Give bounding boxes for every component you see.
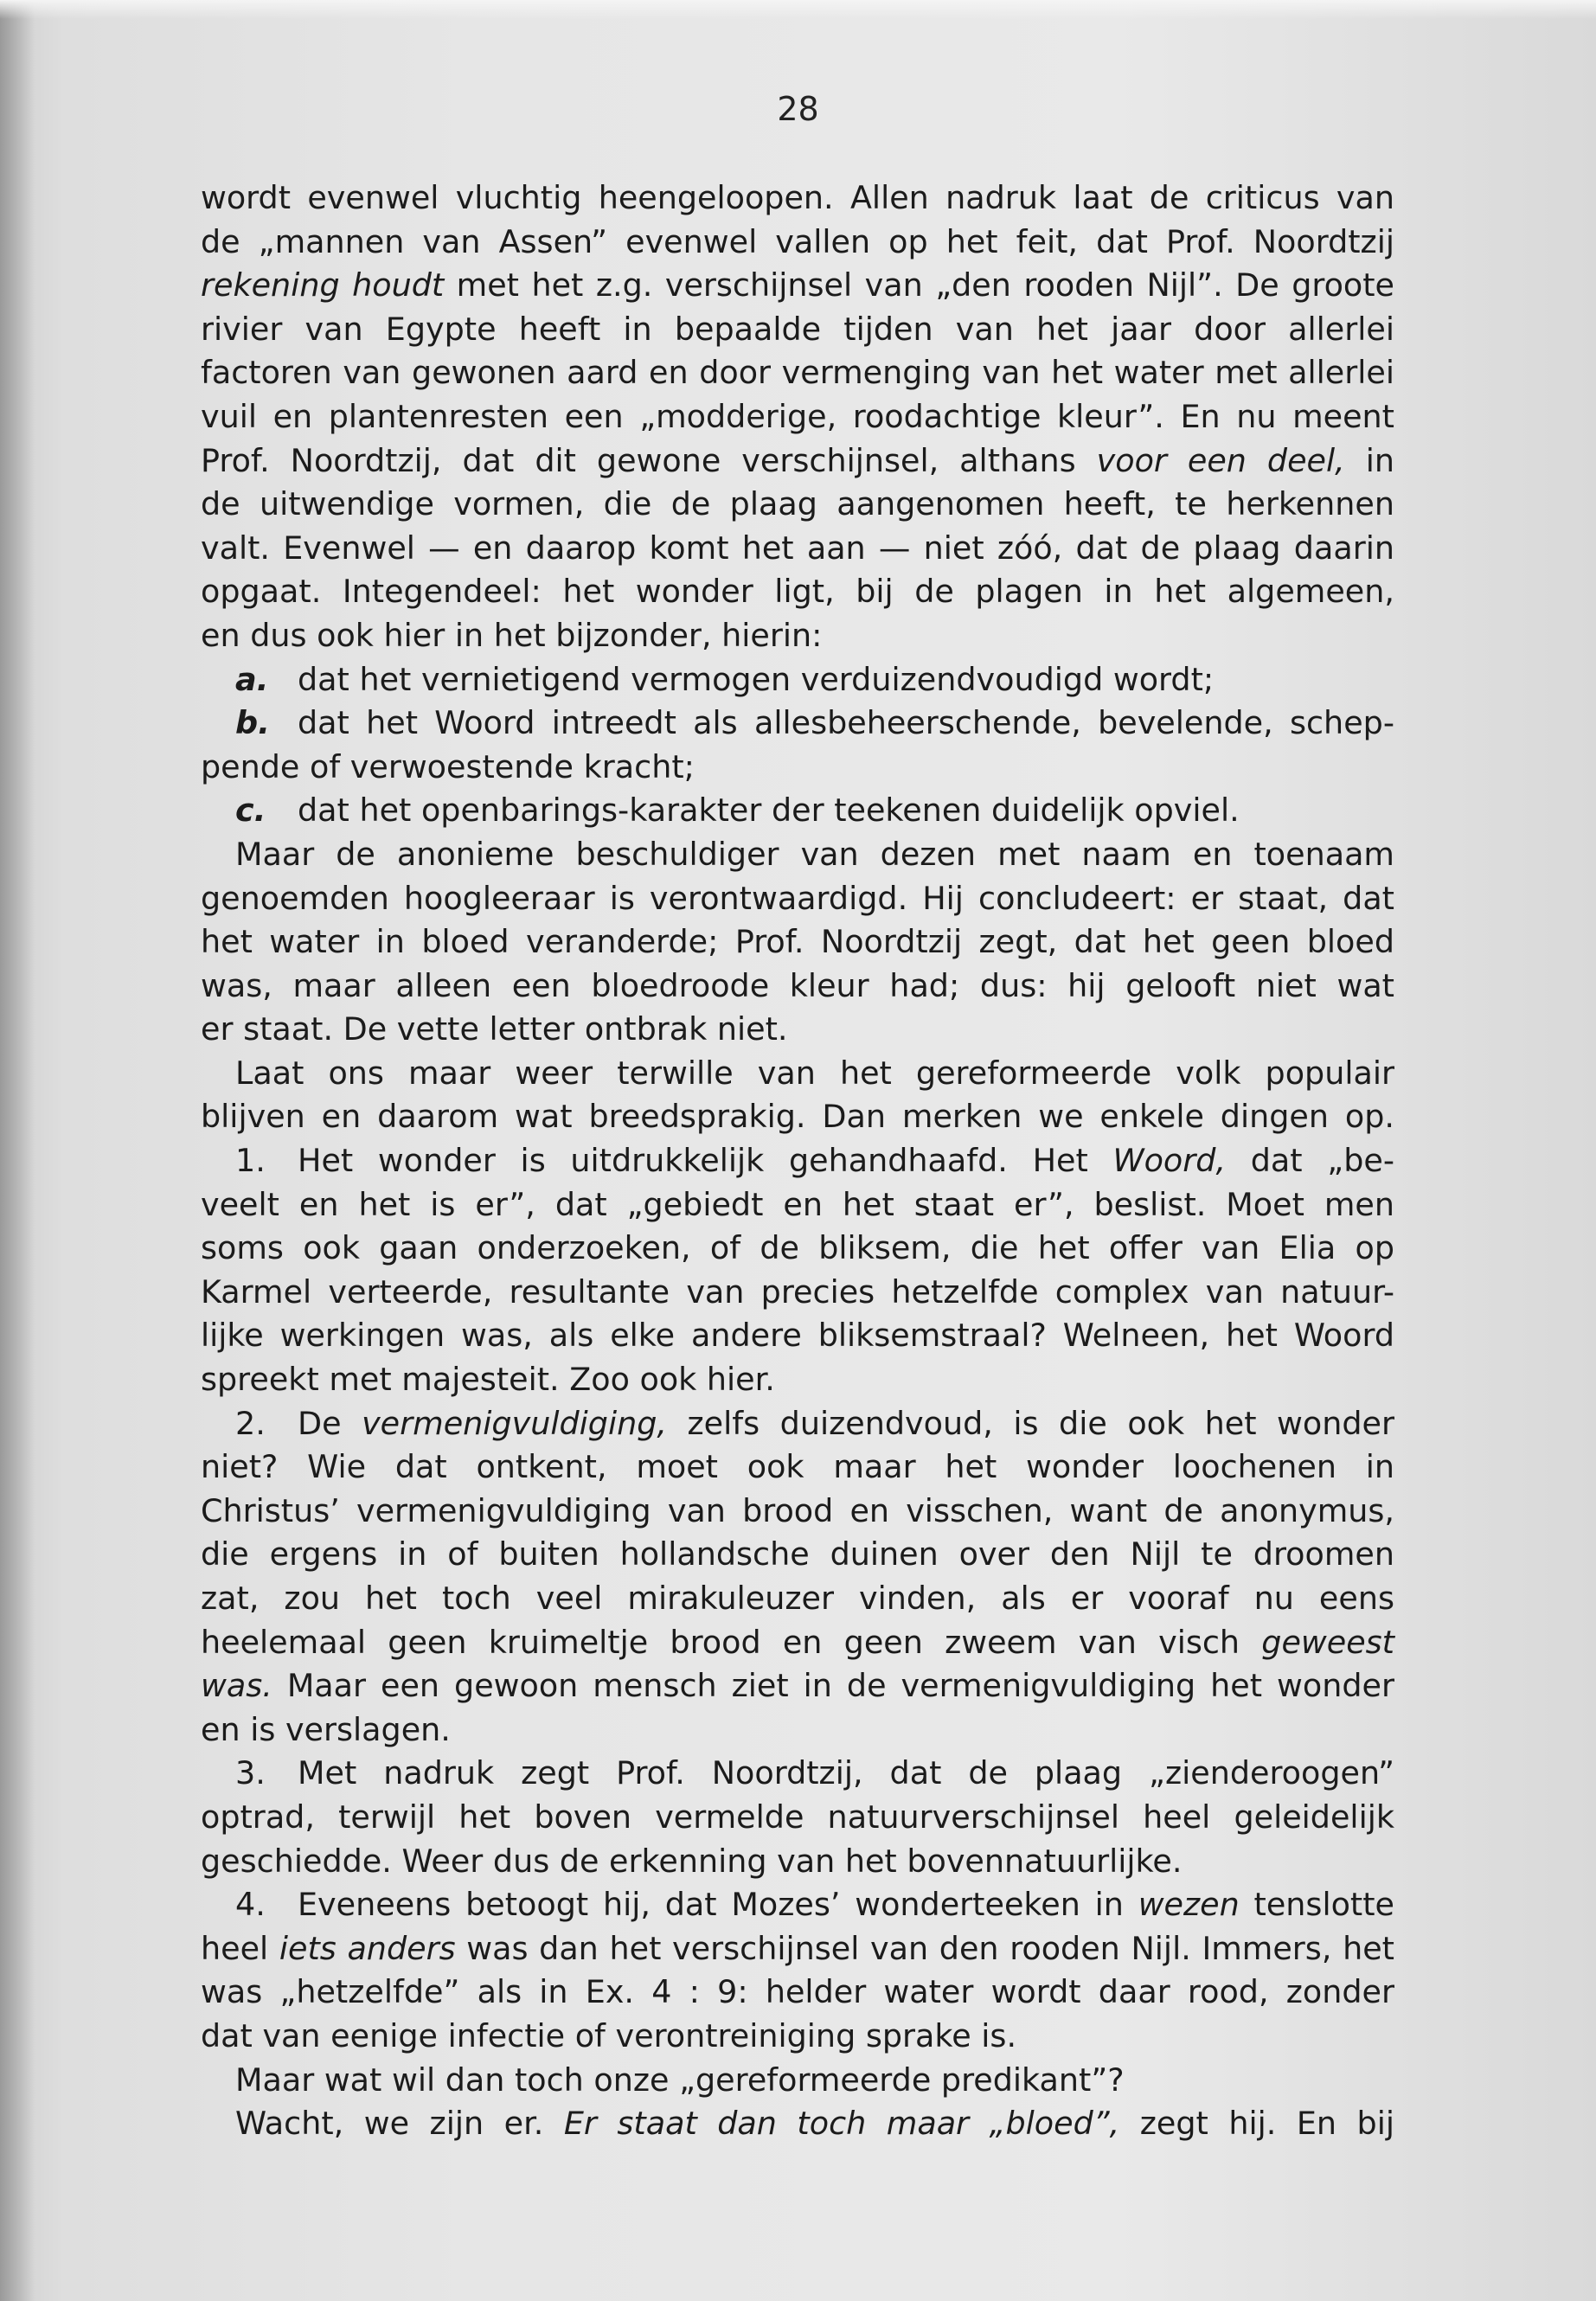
text-segment: blijven en daarom wat breedsprakig. Dan merken we enkele dingen op. xyxy=(201,1098,1394,1136)
text-segment: wordt evenwel vluchtig heengeloopen. Allen nadruk laat de criticus van xyxy=(201,179,1394,216)
text-line xyxy=(201,1490,1394,1534)
text-segment: de uitwendige vormen, die de plaag aangenomen heeft, te herkennen xyxy=(201,485,1394,523)
text-line xyxy=(201,2102,1394,2146)
italic-text: Er staat dan toch maar „bloed”, xyxy=(563,2105,1120,2143)
text-segment: soms ook gaan onderzoeken, of de bliksem, die het offer van Elia op xyxy=(201,1229,1394,1267)
text-segment: dat het Woord intreedt als allesbeheerschende, bevelende, schep- xyxy=(298,704,1394,742)
text-line xyxy=(201,1271,1394,1315)
text-segment: Prof. Noordtzij, dat dit gewone verschijnsel, althans xyxy=(201,441,1097,479)
text-segment: factoren van gewonen aard en door vermenging van het water met allerlei xyxy=(201,354,1394,392)
text-line xyxy=(201,1227,1394,1271)
text-segment: Maar wat wil dan toch onze „gereformeerde predikant”? xyxy=(235,2061,1125,2099)
text-segment: Maar een gewoon mensch ziet in de vermenigvuldiging het wonder xyxy=(272,1667,1394,1705)
text-segment: in xyxy=(1344,441,1394,479)
text-segment: niet? Wie dat ontkent, moet ook maar het wonder loochenen in xyxy=(201,1448,1394,1486)
text-segment: lijke werkingen was, als elke andere bliksemstraal? Welneen, het Woord xyxy=(201,1317,1394,1355)
text-line xyxy=(201,1883,1394,1927)
text-segment: Laat ons maar weer terwille van het gereformeerde volk populair xyxy=(235,1054,1394,1092)
text-line xyxy=(201,746,1394,790)
text-segment: tenslotte xyxy=(1239,1886,1395,1924)
text-segment: Eveneens betoogt hij, dat Mozes’ wonderteeken in xyxy=(298,1886,1138,1924)
text-line xyxy=(201,2059,1394,2103)
text-segment: veelt en het is er”, dat „gebiedt en het staat er”, beslist. Moet men xyxy=(201,1185,1394,1223)
list-label: a. xyxy=(235,660,269,698)
text-line xyxy=(201,1796,1394,1840)
text-line xyxy=(201,1183,1394,1227)
text-segment: was, maar alleen een bloedroode kleur had; dus: hij gelooft niet wat xyxy=(201,966,1394,1004)
text-segment: opgaat. Integendeel: het wonder ligt, bij de plagen in het algemeen, xyxy=(201,573,1394,611)
text-line xyxy=(201,1008,1394,1052)
text-line xyxy=(201,1358,1394,1402)
text-line xyxy=(201,2015,1394,2059)
text-line xyxy=(201,1095,1394,1139)
text-segment: en dus ook hier in het bijzonder, hierin: xyxy=(201,616,823,654)
text-line xyxy=(201,308,1394,352)
italic-text: Woord, xyxy=(1112,1142,1227,1180)
text-line xyxy=(201,658,1394,702)
text-segment: heel xyxy=(201,1929,279,1967)
italic-text: geweest xyxy=(1261,1623,1394,1661)
text-line xyxy=(201,1139,1394,1183)
text-line xyxy=(201,965,1394,1009)
text-line xyxy=(201,614,1394,658)
text-segment: het water in bloed veranderde; Prof. Noordtzij zegt, dat het geen bloed xyxy=(201,923,1394,961)
text-line xyxy=(201,264,1394,308)
text-line xyxy=(201,1402,1394,1446)
text-segment: met het z.g. verschijnsel van „den rooden Nijl”. De groote xyxy=(444,266,1394,304)
text-line xyxy=(201,1052,1394,1096)
text-segment: zelfs duizendvoud, is die ook het wonder xyxy=(667,1404,1394,1442)
italic-text: vermenigvuldiging, xyxy=(362,1404,667,1442)
list-number: 1. xyxy=(235,1142,266,1180)
list-label: b. xyxy=(235,704,270,742)
italic-text: wezen xyxy=(1138,1886,1240,1924)
text-segment: dat het vernietigend vermogen verduizendvoudigd wordt; xyxy=(298,660,1215,698)
text-line xyxy=(201,527,1394,571)
page-binding-shadow xyxy=(0,0,35,2301)
text-segment: de „mannen van Assen” evenwel vallen op het feit, dat Prof. Noordtzij xyxy=(201,222,1394,260)
text-segment: heelemaal geen kruimeltje brood en geen zweem van visch xyxy=(201,1623,1262,1661)
text-segment: was dan het verschijnsel van den rooden Nijl. Immers, het xyxy=(455,1929,1394,1967)
text-line xyxy=(201,833,1394,877)
text-line xyxy=(201,483,1394,527)
page-top-edge xyxy=(0,0,1596,19)
text-line xyxy=(201,877,1394,921)
text-line xyxy=(201,439,1394,484)
text-line xyxy=(201,1664,1394,1708)
text-segment: spreekt met majesteit. Zoo ook hier. xyxy=(201,1361,775,1399)
page-number: 28 xyxy=(777,90,819,128)
text-segment: rivier van Egypte heeft in bepaalde tijden van het jaar door allerlei xyxy=(201,310,1394,348)
text-segment: genoemden hoogleeraar is verontwaardigd. Hij concludeert: er staat, dat xyxy=(201,879,1394,917)
text-segment: pende of verwoestende kracht; xyxy=(201,747,695,785)
body-text xyxy=(201,176,1394,2146)
text-segment: dat „be- xyxy=(1226,1142,1394,1180)
text-segment: Het wonder is uitdrukkelijk gehandhaafd. Het xyxy=(298,1142,1113,1180)
text-line xyxy=(201,1621,1394,1665)
text-line xyxy=(201,1927,1394,1971)
text-line xyxy=(201,1577,1394,1621)
italic-text: was. xyxy=(201,1667,272,1705)
text-segment: Wacht, we zijn er. xyxy=(235,2105,564,2143)
list-number: 4. xyxy=(235,1886,266,1924)
text-segment: er staat. De vette letter ontbrak niet. xyxy=(201,1010,788,1048)
text-segment: geschiedde. Weer dus de erkenning van het bovennatuurlijke. xyxy=(201,1842,1183,1880)
text-segment: Karmel verteerde, resultante van precies hetzelfde complex van natuur- xyxy=(201,1272,1394,1311)
text-line xyxy=(201,1533,1394,1577)
text-segment: valt. Evenwel — en daarop komt het aan — niet zóó, dat de plaag daarin xyxy=(201,529,1394,567)
text-segment: vuil en plantenresten een „modderige, roodachtige kleur”. En nu meent xyxy=(201,397,1394,435)
italic-text: iets anders xyxy=(279,1929,456,1967)
text-segment: De xyxy=(298,1404,362,1442)
text-line xyxy=(201,1314,1394,1358)
text-segment: dat van eenige infectie of verontreiniging sprake is. xyxy=(201,2016,1017,2054)
text-segment: Christus’ vermenigvuldiging van brood en visschen, want de anonymus, xyxy=(201,1491,1394,1529)
text-line xyxy=(201,1971,1394,2015)
text-segment: die ergens in of buiten hollandsche duinen over den Nijl te droomen xyxy=(201,1535,1394,1574)
text-segment: optrad, terwijl het boven vermelde natuurverschijnsel heel geleidelijk xyxy=(201,1798,1394,1836)
text-segment: en is verslagen. xyxy=(201,1710,451,1748)
text-segment: zat, zou het toch veel mirakuleuzer vinden, als er vooraf nu eens xyxy=(201,1580,1394,1617)
italic-text: rekening houdt xyxy=(201,266,445,304)
list-label: c. xyxy=(235,792,266,830)
text-line xyxy=(201,1840,1394,1884)
list-number: 2. xyxy=(235,1404,266,1442)
text-line xyxy=(201,570,1394,614)
text-line xyxy=(201,789,1394,833)
text-segment: Met nadruk zegt Prof. Noordtzij, dat de plaag „zienderoogen” xyxy=(298,1754,1394,1792)
text-line xyxy=(201,702,1394,746)
text-segment: Maar de anonieme beschuldiger van dezen met naam en toenaam xyxy=(235,835,1394,873)
text-line xyxy=(201,1752,1394,1796)
text-segment: zegt hij. En bij xyxy=(1119,2105,1394,2143)
italic-text: voor een deel, xyxy=(1096,441,1345,479)
list-number: 3. xyxy=(235,1754,266,1792)
text-line xyxy=(201,221,1394,265)
text-line xyxy=(201,176,1394,221)
text-line xyxy=(201,351,1394,395)
text-line xyxy=(201,1445,1394,1490)
text-line xyxy=(201,920,1394,965)
text-segment: dat het openbarings-karakter der teekenen duidelijk opviel. xyxy=(298,792,1240,830)
text-line xyxy=(201,1708,1394,1753)
text-line xyxy=(201,395,1394,439)
text-segment: was „hetzelfde” als in Ex. 4 : 9: helder water wordt daar rood, zonder xyxy=(201,1973,1394,2011)
